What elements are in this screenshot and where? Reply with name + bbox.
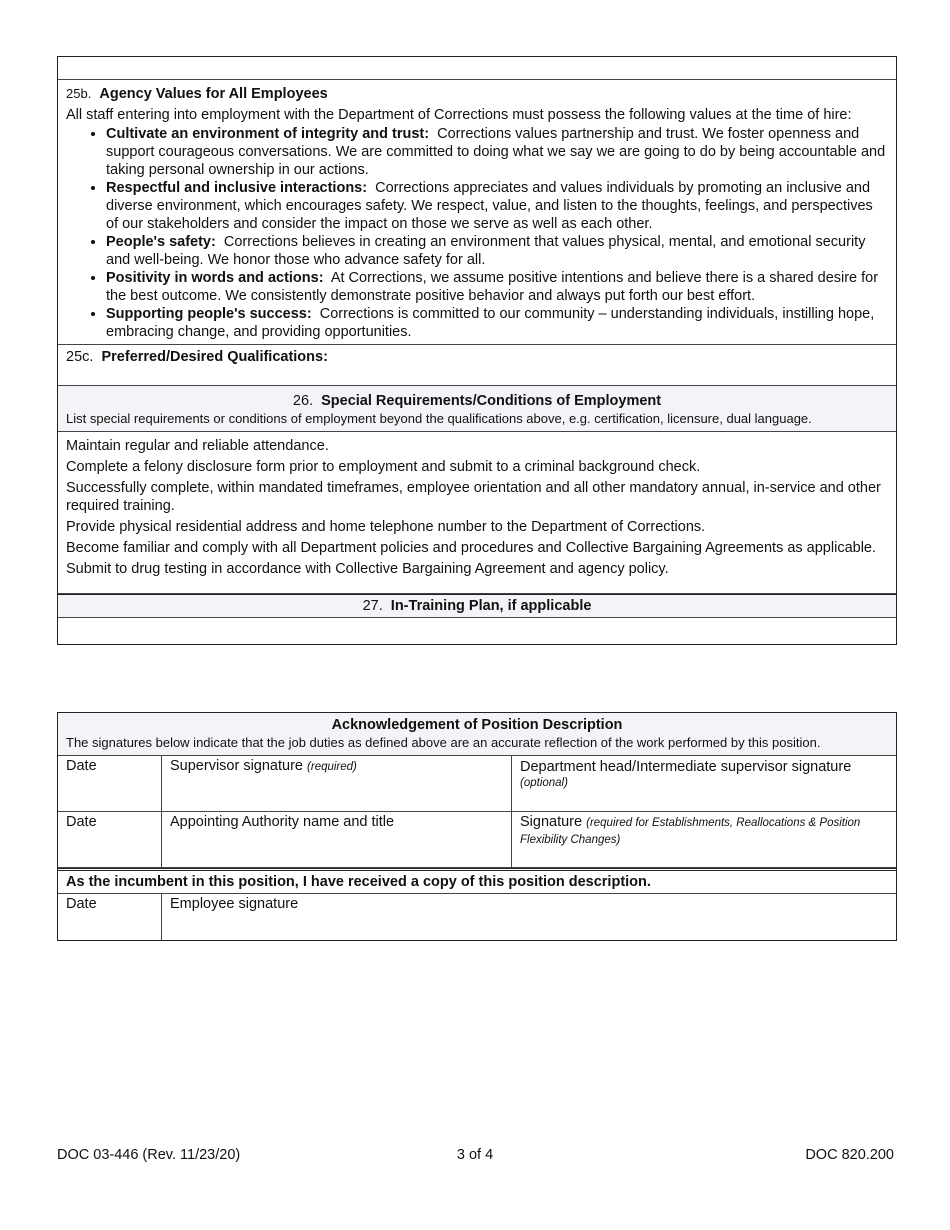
section-25b-title: Agency Values for All Employees bbox=[99, 86, 328, 102]
section-27-title: In-Training Plan, if applicable bbox=[390, 598, 592, 614]
signature-row-appointing bbox=[58, 812, 896, 868]
acknowledgement-form bbox=[57, 712, 897, 941]
employee-signature-field[interactable]: Employee signature bbox=[170, 896, 299, 912]
requirement-item: Submit to drug testing in accordance with Collective Bargaining Agreement and agency policy. bbox=[66, 561, 669, 577]
date-field[interactable]: Date bbox=[58, 894, 162, 940]
section-25b-number: 25b. bbox=[66, 86, 92, 101]
acknowledgement-header bbox=[58, 713, 896, 756]
signature-row-employee bbox=[58, 894, 896, 940]
section-25c-title: Preferred/Desired Qualifications: bbox=[101, 349, 328, 365]
values-list bbox=[66, 125, 888, 341]
policy-number: DOC 820.200 bbox=[805, 1147, 894, 1163]
position-description-form bbox=[57, 56, 897, 645]
value-item: • Respectful and inclusive interactions: Corrections appreciates and values individuals by promoting an inclusive and diverse environment, which encourages safety. We respect, value, and listen to the thoughts, feelings, and perspectives of our stakeholders and consider the impact on those we serve as well as each other. bbox=[106, 179, 888, 233]
page-number: 3 of 4 bbox=[456, 1147, 494, 1163]
section-27-body bbox=[58, 618, 896, 644]
section-25b-intro: All staff entering into employment with the Department of Corrections must possess the following values at the time of hire: bbox=[66, 107, 852, 123]
value-item: • Positivity in words and actions: At Corrections, we assume positive intentions and believe there is a shared desire for the best outcome. We consistently demonstrate positive behavior and always put forth our best effort. bbox=[106, 269, 888, 305]
section-26-header bbox=[58, 386, 896, 432]
date-field[interactable]: Date bbox=[58, 756, 162, 811]
requirement-item: Complete a felony disclosure form prior to employment and submit to a criminal background check. bbox=[66, 459, 701, 475]
value-item: • Supporting people's success: Corrections is committed to our community – understanding individuals, instilling hope, embracing change, and providing opportunities. bbox=[106, 305, 888, 341]
appointing-signature-field[interactable]: Signature (required for Establishments, Reallocations & Position Flexibility Changes) bbox=[520, 814, 861, 846]
incumbent-statement: As the incumbent in this position, I have received a copy of this position description. bbox=[58, 868, 896, 894]
acknowledgement-description: The signatures below indicate that the job duties as defined above are an accurate reflection of the work performed by this position. bbox=[66, 735, 821, 750]
signature-row-supervisor bbox=[58, 756, 896, 812]
acknowledgement-title: Acknowledgement of Position Description bbox=[331, 717, 623, 733]
section-25c bbox=[58, 345, 896, 386]
requirement-item: Provide physical residential address and home telephone number to the Department of Corrections. bbox=[66, 519, 706, 535]
value-item: • Cultivate an environment of integrity and trust: Corrections values partnership and trust. We foster openness and support courageous conversations. We are committed to doing what we say we are going to do by being accountable and taking personal ownership in our actions. bbox=[106, 125, 888, 179]
value-item: • People's safety: Corrections believes in creating an environment that values physical, mental, and emotional security and well-being. We honor those who advance safety for all. bbox=[106, 233, 888, 269]
requirement-item: Maintain regular and reliable attendance. bbox=[66, 438, 329, 454]
supervisor-signature-field[interactable]: Supervisor signature (required) bbox=[162, 756, 512, 811]
section-26-title: Special Requirements/Conditions of Employment bbox=[321, 393, 662, 409]
section-25c-number: 25c. bbox=[66, 349, 94, 365]
date-field[interactable]: Date bbox=[58, 812, 162, 867]
section-27-header bbox=[58, 594, 896, 618]
department-head-signature-field[interactable]: Department head/Intermediate supervisor signature (optional) bbox=[520, 759, 852, 789]
section-27-number: 27. bbox=[362, 598, 383, 614]
requirement-item: Successfully complete, within mandated timeframes, employee orientation and all other mandatory annual, in-service and other required training. bbox=[66, 480, 881, 514]
section-26-requirements bbox=[58, 432, 896, 594]
form-number: DOC 03-446 (Rev. 11/23/20) bbox=[57, 1147, 241, 1163]
requirement-item: Become familiar and comply with all Department policies and procedures and Collective Bargaining Agreements as applicable. bbox=[66, 540, 877, 556]
section-26-description: List special requirements or conditions of employment beyond the qualifications above, e.g. certification, licensure, dual language. bbox=[66, 411, 812, 426]
appointing-authority-field[interactable]: Appointing Authority name and title bbox=[162, 812, 512, 867]
section-26-number: 26. bbox=[292, 393, 314, 409]
section-25b bbox=[58, 80, 896, 345]
blank-top-row bbox=[58, 57, 896, 80]
